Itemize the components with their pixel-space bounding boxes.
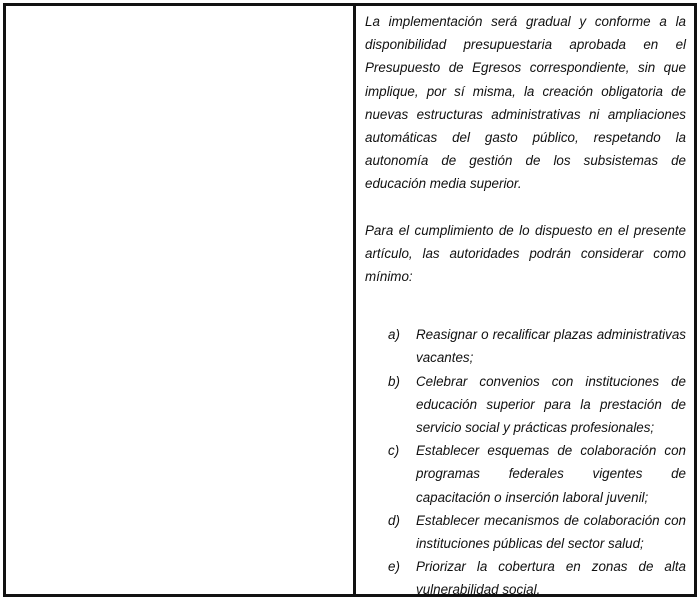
list-item-text: Celebrar convenios con instituciones de educación superior para la prestación de servicio social y prácticas profesionales; xyxy=(416,373,686,436)
list-item-marker: b) xyxy=(388,373,400,389)
compliance-intro-paragraph: Para el cumplimiento de lo dispuesto en el presente artículo, las autoridades podrán considerar como mínimo: xyxy=(365,222,686,285)
list-item-marker: e) xyxy=(388,559,400,575)
list-item-text: Establecer esquemas de colaboración con programas federales vigentes de capacitación o inserción laboral juvenil; xyxy=(416,443,686,505)
list-item-marker: d) xyxy=(388,512,400,528)
list-item-marker: c) xyxy=(388,443,400,459)
list-item xyxy=(388,555,686,594)
list-item-text: Reasignar o recalificar plazas administrativas vacantes; xyxy=(416,327,686,366)
list-item-marker: a) xyxy=(388,327,400,343)
right-column-text-cell xyxy=(356,6,694,594)
list-item xyxy=(388,439,686,509)
measures-list xyxy=(365,323,686,594)
list-item-text: Establecer mecanismos de colaboración con instituciones públicas del sector salud; xyxy=(416,512,686,552)
list-item xyxy=(388,370,686,440)
implementation-paragraph: La implementación será gradual y conforme a la disponibilidad presupuestaria aprobada en el Presupuesto de Egresos correspondiente, sin que implique, por sí misma, la creación obligatoria de nuevas estructuras administrativas ni ampliaciones automáticas del gasto público, respetando la autonomía de gestión de los subsistemas de educación media superior. xyxy=(365,14,686,192)
left-column-empty-cell xyxy=(6,6,356,594)
list-item xyxy=(388,509,686,555)
list-item xyxy=(388,323,686,369)
list-item-text: Priorizar la cobertura en zonas de alta vulnerabilidad social. xyxy=(416,559,686,594)
comparison-table xyxy=(3,3,697,597)
